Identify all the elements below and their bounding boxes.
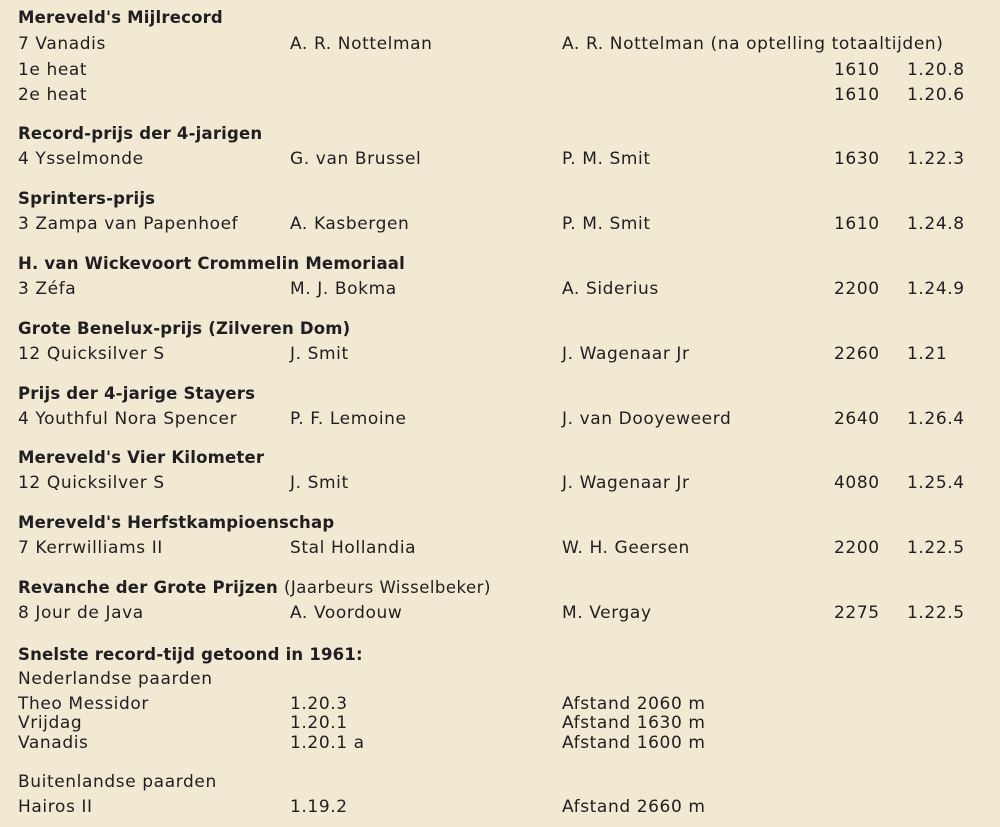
record-row: [0, 694, 1000, 714]
distance: 2640: [834, 409, 880, 429]
section-title: Revanche der Grote Prijzen (Jaarbeurs Wisselbeker): [18, 578, 491, 597]
record-horse: Hairos II: [18, 797, 93, 817]
record-time: 1.20.1: [290, 713, 348, 733]
time: 1.21: [907, 344, 948, 364]
rider-name: P. F. Lemoine: [290, 409, 407, 429]
record-horse: Vrijdag: [18, 713, 83, 733]
distance: 2275: [834, 603, 880, 623]
time: 1.25.4: [907, 473, 965, 493]
horse-name: 7 Kerrwilliams II: [18, 538, 163, 558]
distance: 1610: [834, 85, 880, 105]
time: 1.24.8: [907, 214, 965, 234]
section-title: Mereveld's Herfstkampioenschap: [18, 513, 335, 532]
trainer-name: P. M. Smit: [562, 214, 651, 234]
rider-name: Stal Hollandia: [290, 538, 417, 558]
section-title: Mereveld's Mijlrecord: [18, 8, 223, 27]
trainer-name: P. M. Smit: [562, 149, 651, 169]
rider-name: A. Kasbergen: [290, 214, 410, 234]
records-group-label: Nederlandse paarden: [18, 669, 213, 689]
record-distance: Afstand 1630 m: [562, 713, 706, 733]
horse-name: 4 Ysselmonde: [18, 149, 144, 169]
result-row: [0, 278, 1000, 300]
record-distance: Afstand 2660 m: [562, 797, 706, 817]
time: 1.22.5: [907, 603, 965, 623]
section-title-note: (Jaarbeurs Wisselbeker): [283, 578, 491, 597]
result-row: [0, 84, 1000, 106]
time: 1.22.3: [907, 149, 965, 169]
rider-name: J. Smit: [290, 473, 349, 493]
section-title: Prijs der 4-jarige Stayers: [18, 384, 256, 403]
record-horse: Theo Messidor: [18, 694, 149, 714]
horse-name: 7 Vanadis: [18, 34, 106, 54]
result-row: [0, 472, 1000, 494]
distance: 4080: [834, 473, 880, 493]
trainer-name: A. Siderius: [562, 279, 659, 299]
time: 1.20.8: [907, 60, 965, 80]
horse-name: 4 Youthful Nora Spencer: [18, 409, 238, 429]
rider-name: G. van Brussel: [290, 149, 422, 169]
horse-name: 12 Quicksilver S: [18, 344, 165, 364]
horse-name: 3 Zampa van Papenhoef: [18, 214, 239, 234]
section-title: Record-prijs der 4-jarigen: [18, 124, 263, 143]
trainer-name: J. Wagenaar Jr: [562, 473, 690, 493]
section-title: Sprinters-prijs: [18, 189, 156, 208]
record-row: [0, 713, 1000, 733]
result-row: [0, 602, 1000, 624]
trainer-name: W. H. Geersen: [562, 538, 690, 558]
distance: 1610: [834, 214, 880, 234]
record-row: [0, 797, 1000, 817]
result-row: [0, 148, 1000, 170]
result-row: [0, 59, 1000, 81]
rider-name: A. R. Nottelman: [290, 34, 433, 54]
rider-name: A. Voordouw: [290, 603, 403, 623]
result-row: [0, 213, 1000, 235]
trainer-name: J. van Dooyeweerd: [562, 409, 732, 429]
distance: 2200: [834, 538, 880, 558]
record-row: [0, 733, 1000, 753]
trainer-name: J. Wagenaar Jr: [562, 344, 690, 364]
result-row: [0, 343, 1000, 365]
horse-name: 3 Zéfa: [18, 279, 77, 299]
trainer-name: A. R. Nottelman (na optelling totaaltijden): [562, 34, 944, 54]
records-title: Snelste record-tijd getoond in 1961:: [18, 645, 363, 664]
result-row: [0, 537, 1000, 559]
section-title: Mereveld's Vier Kilometer: [18, 448, 265, 467]
time: 1.20.6: [907, 85, 965, 105]
heat-label: 1e heat: [18, 60, 88, 80]
result-row: [0, 408, 1000, 430]
record-horse: Vanadis: [18, 733, 89, 753]
section-title: Grote Benelux-prijs (Zilveren Dom): [18, 319, 351, 338]
record-distance: Afstand 2060 m: [562, 694, 706, 714]
rider-name: J. Smit: [290, 344, 349, 364]
distance: 2200: [834, 279, 880, 299]
record-time: 1.19.2: [290, 797, 348, 817]
result-row: [0, 33, 1000, 55]
trainer-name: M. Vergay: [562, 603, 652, 623]
section-title: H. van Wickevoort Crommelin Memoriaal: [18, 254, 405, 273]
time: 1.26.4: [907, 409, 965, 429]
record-time: 1.20.3: [290, 694, 348, 714]
time: 1.24.9: [907, 279, 965, 299]
horse-name: 8 Jour de Java: [18, 603, 144, 623]
distance: 2260: [834, 344, 880, 364]
distance: 1610: [834, 60, 880, 80]
horse-name: 12 Quicksilver S: [18, 473, 165, 493]
records-group-label: Buitenlandse paarden: [18, 772, 217, 792]
distance: 1630: [834, 149, 880, 169]
record-distance: Afstand 1600 m: [562, 733, 706, 753]
time: 1.22.5: [907, 538, 965, 558]
record-time: 1.20.1 a: [290, 733, 365, 753]
rider-name: M. J. Bokma: [290, 279, 397, 299]
heat-label: 2e heat: [18, 85, 88, 105]
